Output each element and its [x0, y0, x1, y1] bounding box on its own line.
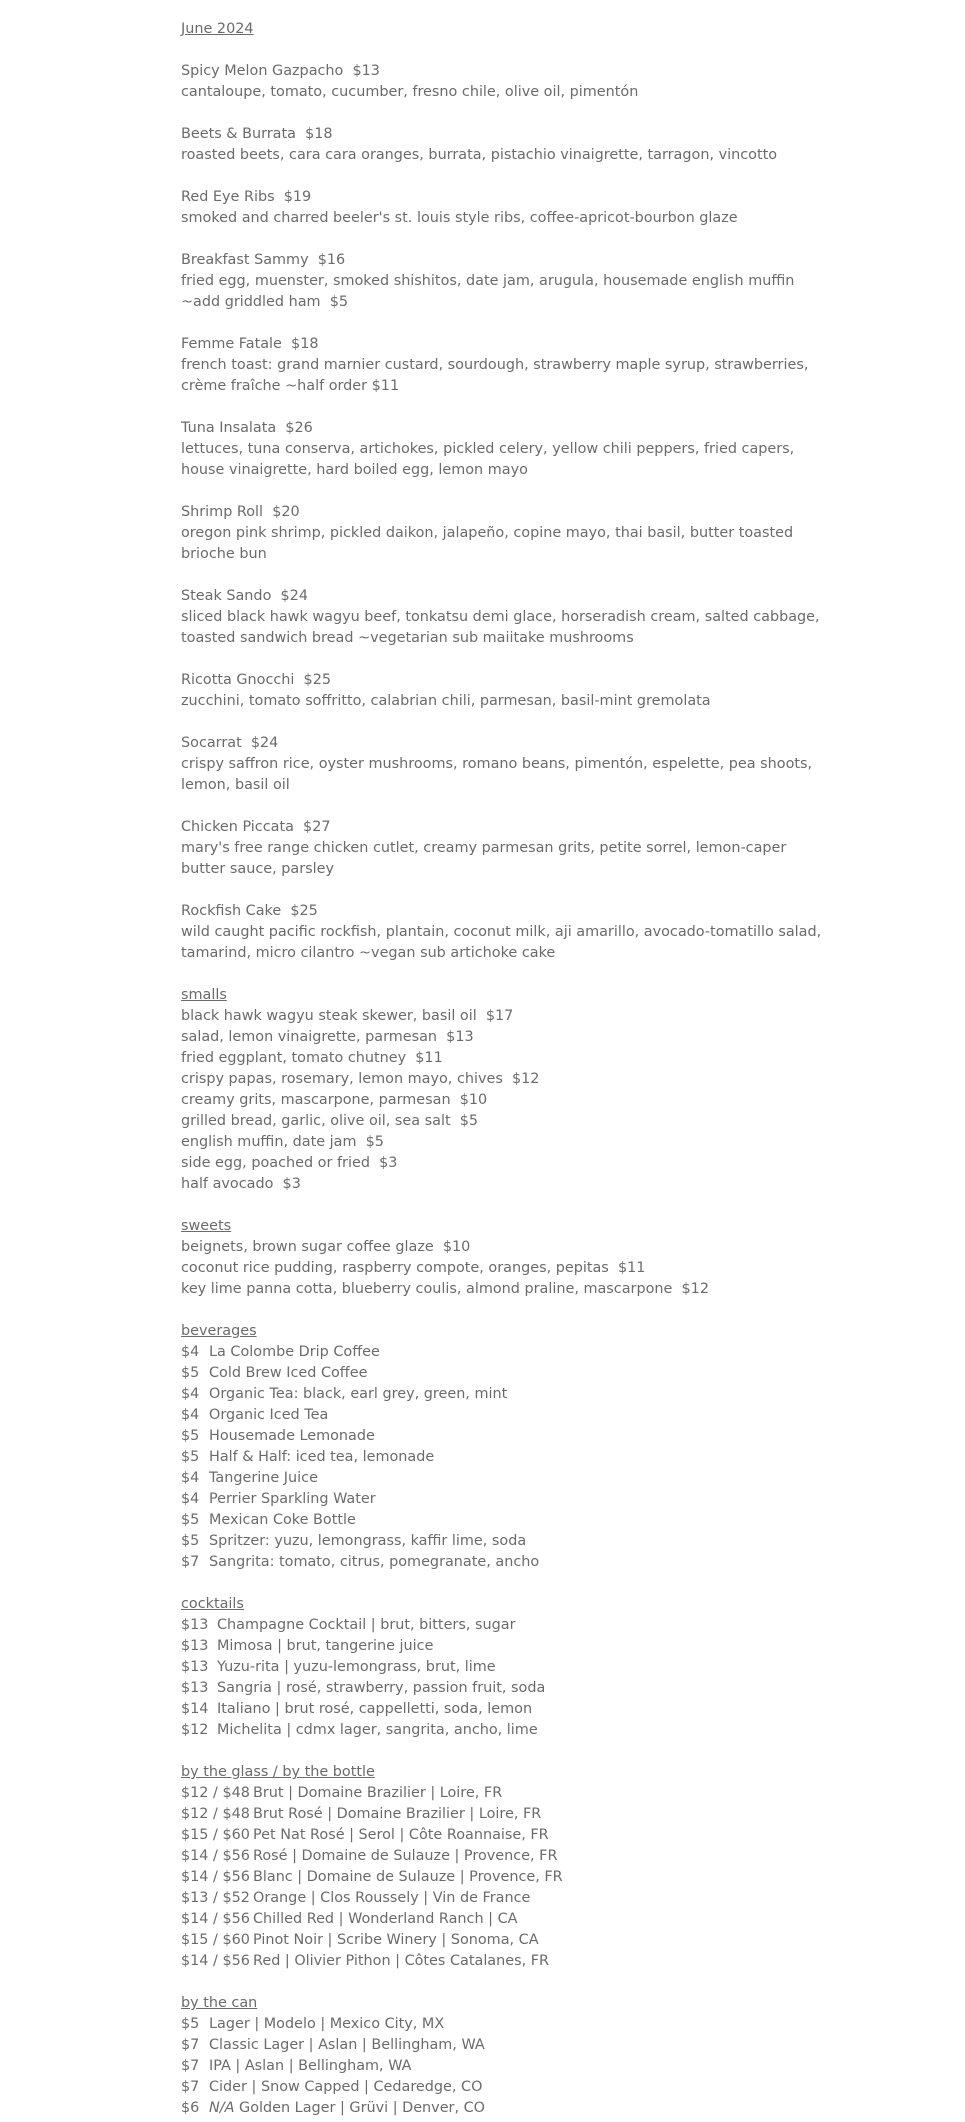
beverages-heading: beverages [181, 1323, 257, 1339]
wine-price: $15 / $60 [181, 1827, 250, 1843]
cans-price: $7 [181, 2058, 200, 2074]
cocktails-name: Sangria | rosé, strawberry, passion fruit, soda [217, 1680, 546, 1696]
dish-description: french toast: grand marnier custard, sourdough, strawberry maple syrup, strawberries, crème fraîche ~half order $11 [181, 357, 809, 394]
beverages-name: La Colombe Drip Coffee [209, 1344, 380, 1360]
beverages-price: $5 [181, 1365, 200, 1381]
beverages-item [181, 1510, 831, 1531]
dish-title: Steak Sando $24 [181, 588, 308, 604]
beverages-name: Half & Half: iced tea, lemonade [209, 1449, 435, 1465]
dish-title: Chicken Piccata $27 [181, 819, 331, 835]
smalls-item: half avocado $3 [181, 1176, 301, 1192]
wine-name: Pinot Noir | Scribe Winery | Sonoma, CA [253, 1932, 539, 1948]
cans-name: Classic Lager | Aslan | Bellingham, WA [209, 2037, 485, 2053]
dish [181, 250, 831, 334]
wine-price: $13 / $52 [181, 1890, 250, 1906]
wine-price: $14 / $56 [181, 1848, 250, 1864]
na-label: N/A [209, 2100, 235, 2116]
cocktails-price: $13 [181, 1638, 209, 1654]
cocktails-name: Michelita | cdmx lager, sangrita, ancho, lime [217, 1722, 538, 1738]
cans-item [181, 2035, 831, 2056]
wine-item [181, 1888, 831, 1909]
dish [181, 901, 831, 985]
wine-price: $14 / $56 [181, 1953, 250, 1969]
wine-name: Brut | Domaine Brazilier | Loire, FR [253, 1785, 503, 1801]
beverages-name: Sangrita: tomato, citrus, pomegranate, ancho [209, 1554, 540, 1570]
dish-title: Rockfish Cake $25 [181, 903, 318, 919]
dish-description: oregon pink shrimp, pickled daikon, jalapeño, copine mayo, thai basil, butter toasted brioche bun [181, 525, 794, 562]
smalls-list [181, 1006, 831, 1195]
beverages-price: $5 [181, 1428, 200, 1444]
wine-item [181, 1909, 831, 1930]
cocktails-price: $13 [181, 1617, 209, 1633]
beverages-item [181, 1552, 831, 1573]
cans-price: $5 [181, 2016, 200, 2032]
dish-description: sliced black hawk wagyu beef, tonkatsu demi glace, horseradish cream, salted cabbage, toasted sandwich bread ~vegetarian sub maiitake mushrooms [181, 609, 820, 646]
cocktails-price: $13 [181, 1659, 209, 1675]
smalls-item: side egg, poached or fried $3 [181, 1155, 398, 1171]
cans-name: IPA | Aslan | Bellingham, WA [209, 2058, 412, 2074]
cocktails-price: $12 [181, 1722, 209, 1738]
cocktails-item [181, 1720, 831, 1741]
wine-price: $14 / $56 [181, 1869, 250, 1885]
beverages-price: $5 [181, 1512, 200, 1528]
dish-title: Spicy Melon Gazpacho $13 [181, 63, 380, 79]
smalls-item: crispy papas, rosemary, lemon mayo, chives $12 [181, 1071, 540, 1087]
wine-price: $12 / $48 [181, 1785, 250, 1801]
beverages-price: $4 [181, 1470, 200, 1486]
cocktails-item [181, 1699, 831, 1720]
wine-item [181, 1867, 831, 1888]
dish [181, 334, 831, 418]
smalls-item: black hawk wagyu steak skewer, basil oil $17 [181, 1008, 514, 1024]
sweets-heading: sweets [181, 1218, 232, 1234]
beverages-name: Organic Tea: black, earl grey, green, mint [209, 1386, 508, 1402]
wine-name: Pet Nat Rosé | Serol | Côte Roannaise, FR [253, 1827, 549, 1843]
cocktails-heading: cocktails [181, 1596, 244, 1612]
beverages-name: Cold Brew Iced Coffee [209, 1365, 368, 1381]
dish-description: lettuces, tuna conserva, artichokes, pickled celery, yellow chili peppers, fried capers, house vinaigrette, hard boiled egg, lemon mayo [181, 441, 795, 478]
beverages-item [181, 1468, 831, 1489]
cans-item [181, 2056, 831, 2077]
wine-item [181, 1846, 831, 1867]
beverages-price: $4 [181, 1491, 200, 1507]
dish-title: Breakfast Sammy $16 [181, 252, 346, 268]
wine-name: Chilled Red | Wonderland Ranch | CA [253, 1911, 518, 1927]
beverages-item [181, 1426, 831, 1447]
beverages-price: $4 [181, 1407, 200, 1423]
cans-heading: by the can [181, 1995, 258, 2011]
mains-section [181, 61, 831, 985]
cocktails-price: $13 [181, 1680, 209, 1696]
beverages-name: Tangerine Juice [209, 1470, 318, 1486]
cocktails-name: Mimosa | brut, tangerine juice [217, 1638, 434, 1654]
cocktails-price: $14 [181, 1701, 209, 1717]
can-item-na [181, 2098, 831, 2119]
wine-name: Red | Olivier Pithon | Côtes Catalanes, FR [253, 1953, 550, 1969]
sweets-item: key lime panna cotta, blueberry coulis, almond praline, mascarpone $12 [181, 1281, 709, 1297]
wine-price: $14 / $56 [181, 1911, 250, 1927]
dish-addon: ~add griddled ham $5 [181, 294, 349, 310]
wine-price: $15 / $60 [181, 1932, 250, 1948]
cans-name: Cider | Snow Capped | Cedaredge, CO [209, 2079, 483, 2095]
wine-item [181, 1930, 831, 1951]
beverages-price: $5 [181, 1449, 200, 1465]
cans-price: $7 [181, 2037, 200, 2053]
dish [181, 817, 831, 901]
cans-item [181, 2014, 831, 2035]
menu-date: June 2024 [181, 21, 254, 37]
smalls-heading: smalls [181, 987, 227, 1003]
cocktails-name: Champagne Cocktail | brut, bitters, sugar [217, 1617, 516, 1633]
dish-title: Socarrat $24 [181, 735, 279, 751]
beverages-name: Perrier Sparkling Water [209, 1491, 376, 1507]
wine-name: Rosé | Domaine de Sulauze | Provence, FR [253, 1848, 558, 1864]
beverages-name: Organic Iced Tea [209, 1407, 329, 1423]
dish-description: fried egg, muenster, smoked shishitos, date jam, arugula, housemade english muffin [181, 273, 795, 289]
beverages-item [181, 1489, 831, 1510]
dish [181, 418, 831, 502]
dish-description: smoked and charred beeler's st. louis style ribs, coffee-apricot-bourbon glaze [181, 210, 738, 226]
dish-description: zucchini, tomato soffritto, calabrian chili, parmesan, basil-mint gremolata [181, 693, 711, 709]
smalls-item: grilled bread, garlic, olive oil, sea salt $5 [181, 1113, 479, 1129]
cocktails-item [181, 1657, 831, 1678]
can-price: $6 [181, 2100, 200, 2116]
dish-title: Shrimp Roll $20 [181, 504, 300, 520]
dish [181, 124, 831, 187]
cans-price: $7 [181, 2079, 200, 2095]
sweets-list [181, 1237, 831, 1300]
sweets-item: beignets, brown sugar coffee glaze $10 [181, 1239, 471, 1255]
dish-title: Beets & Burrata $18 [181, 126, 333, 142]
beverages-item [181, 1342, 831, 1363]
beverages-price: $4 [181, 1344, 200, 1360]
dish-description: mary's free range chicken cutlet, creamy parmesan grits, petite sorrel, lemon-caper butter sauce, parsley [181, 840, 787, 877]
dish-title: Ricotta Gnocchi $25 [181, 672, 332, 688]
dish [181, 61, 831, 124]
cocktails-item [181, 1615, 831, 1636]
dish-title: Red Eye Ribs $19 [181, 189, 312, 205]
smalls-item: salad, lemon vinaigrette, parmesan $13 [181, 1029, 474, 1045]
wine-item [181, 1951, 831, 1972]
dish-title: Femme Fatale $18 [181, 336, 319, 352]
dish-description: cantaloupe, tomato, cucumber, fresno chile, olive oil, pimentón [181, 84, 639, 100]
dish [181, 187, 831, 250]
wine-price: $12 / $48 [181, 1806, 250, 1822]
beverages-item [181, 1447, 831, 1468]
cans-item [181, 2077, 831, 2098]
beverages-price: $4 [181, 1386, 200, 1402]
smalls-item: english muffin, date jam $5 [181, 1134, 384, 1150]
dish [181, 586, 831, 670]
beverages-name: Housemade Lemonade [209, 1428, 375, 1444]
beverages-list [181, 1342, 831, 1573]
dish [181, 733, 831, 817]
cocktails-item [181, 1678, 831, 1699]
wine-item [181, 1825, 831, 1846]
beverages-price: $5 [181, 1533, 200, 1549]
wine-heading: by the glass / by the bottle [181, 1764, 375, 1780]
beverages-price: $7 [181, 1554, 200, 1570]
dish-title: Tuna Insalata $26 [181, 420, 313, 436]
wine-name: Blanc | Domaine de Sulauze | Provence, FR [253, 1869, 563, 1885]
cocktails-list [181, 1615, 831, 1741]
cocktails-item [181, 1636, 831, 1657]
cans-name: Lager | Modelo | Mexico City, MX [209, 2016, 445, 2032]
cans-list [181, 2014, 831, 2098]
can-name: Golden Lager | Grüvi | Denver, CO [234, 2100, 485, 2116]
dish [181, 670, 831, 733]
beverages-item [181, 1405, 831, 1426]
smalls-item: creamy grits, mascarpone, parmesan $10 [181, 1092, 488, 1108]
wine-name: Brut Rosé | Domaine Brazilier | Loire, FR [253, 1806, 542, 1822]
wine-name: Orange | Clos Roussely | Vin de France [253, 1890, 531, 1906]
beverages-item [181, 1531, 831, 1552]
beverages-item [181, 1363, 831, 1384]
wine-item [181, 1783, 831, 1804]
dish [181, 502, 831, 586]
smalls-item: fried eggplant, tomato chutney $11 [181, 1050, 443, 1066]
menu [181, 19, 831, 2119]
sweets-item: coconut rice pudding, raspberry compote, oranges, pepitas $11 [181, 1260, 646, 1276]
dish-description: crispy saffron rice, oyster mushrooms, romano beans, pimentón, espelette, pea shoots, lemon, basil oil [181, 756, 813, 793]
beverages-name: Mexican Coke Bottle [209, 1512, 356, 1528]
dish-description: wild caught pacific rockfish, plantain, coconut milk, aji amarillo, avocado-tomatillo salad, tamarind, micro cilantro ~vegan sub artichoke cake [181, 924, 822, 961]
cocktails-name: Yuzu-rita | yuzu-lemongrass, brut, lime [217, 1659, 496, 1675]
wine-item [181, 1804, 831, 1825]
dish-description: roasted beets, cara cara oranges, burrata, pistachio vinaigrette, tarragon, vincotto [181, 147, 778, 163]
beverages-name: Spritzer: yuzu, lemongrass, kaffir lime, soda [209, 1533, 527, 1549]
beverages-item [181, 1384, 831, 1405]
cocktails-name: Italiano | brut rosé, cappelletti, soda, lemon [217, 1701, 533, 1717]
wine-list [181, 1783, 831, 1972]
